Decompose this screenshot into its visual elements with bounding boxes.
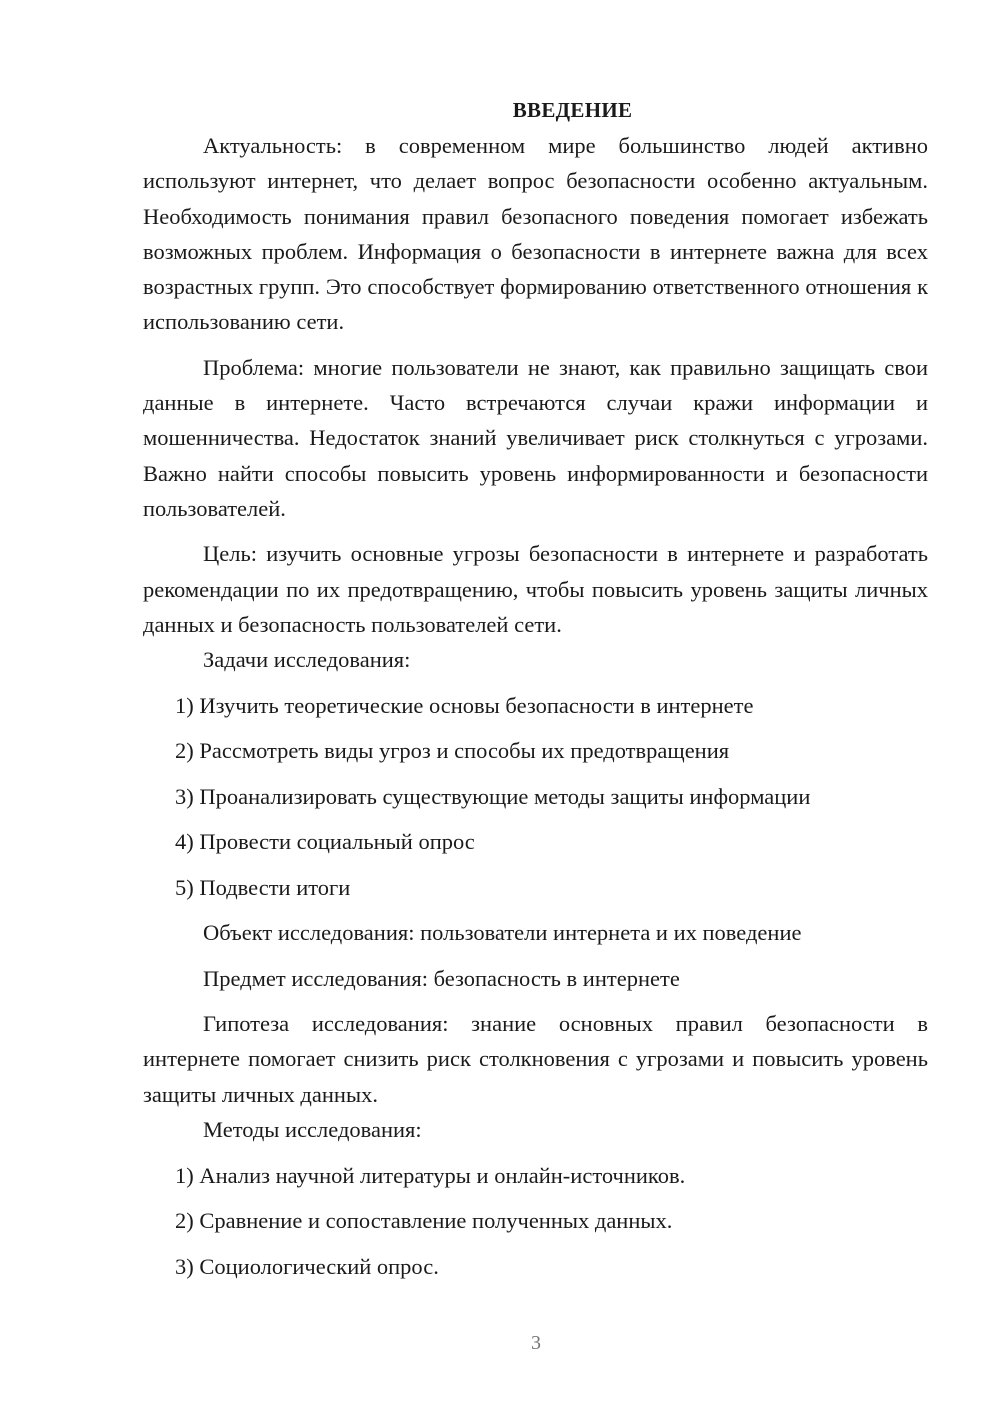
method-item: 1) Анализ научной литературы и онлайн-источников. <box>175 1162 686 1188</box>
goal-paragraph: Цель: изучить основные угрозы безопасности в интернете и разработать рекомендации по их предотвращению, чтобы повысить уровень защиты личных данных и безопасность пользователей сети. <box>143 541 928 637</box>
task-item: 5) Подвести итоги <box>175 874 351 900</box>
relevance-paragraph: Актуальность: в современном мире большинство людей активно используют интернет, что делает вопрос безопасности особенно актуальным. Необходимость понимания правил безопасного поведения помогает избежать возможных проблем. Информация о безопасности в интернете важна для всех возрастных групп. Это способствует формированию ответственного отношения к использованию сети. <box>143 133 928 335</box>
research-subject: Предмет исследования: безопасность в интернете <box>203 965 680 991</box>
page-title: ВВЕДЕНИЕ <box>512 98 633 122</box>
task-item: 3) Проанализировать существующие методы защиты информации <box>175 783 811 809</box>
task-item: 1) Изучить теоретические основы безопасности в интернете <box>175 692 754 718</box>
tasks-heading: Задачи исследования: <box>203 647 411 673</box>
problem-paragraph: Проблема: многие пользователи не знают, как правильно защищать свои данные в интернете. Часто встречаются случаи кражи информации и мошенничества. Недостаток знаний увеличивает риск столкнуться с угрозами. Важно найти способы повысить уровень информированности и безопасности пользователей. <box>143 354 928 521</box>
page-number: 3 <box>531 1332 541 1354</box>
research-object: Объект исследования: пользователи интернета и их поведение <box>203 920 802 946</box>
task-item: 2) Рассмотреть виды угроз и способы их предотвращения <box>175 738 730 764</box>
hypothesis-paragraph: Гипотеза исследования: знание основных правил безопасности в интернете помогает снизить риск столкновения с угрозами и повысить уровень защиты личных данных. <box>143 1011 928 1107</box>
document-page <box>143 92 928 1284</box>
method-item: 2) Сравнение и сопоставление полученных данных. <box>175 1208 673 1234</box>
method-item: 3) Социологический опрос. <box>175 1253 439 1279</box>
methods-heading: Методы исследования: <box>203 1117 422 1143</box>
task-item: 4) Провести социальный опрос <box>175 829 475 855</box>
